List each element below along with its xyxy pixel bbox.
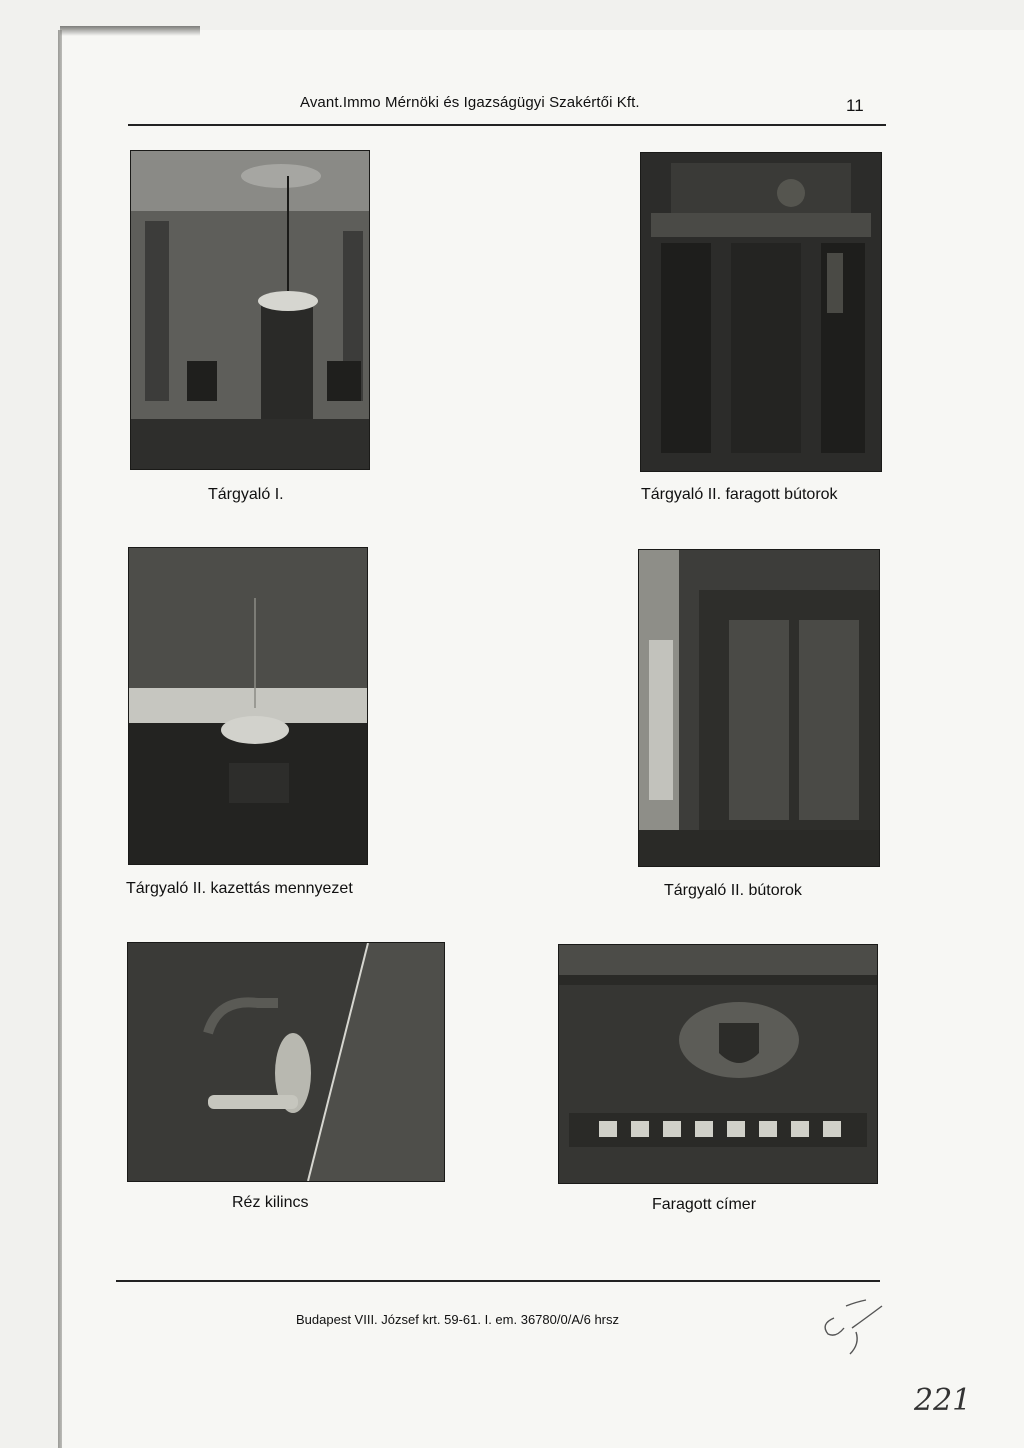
photo-meeting-room-1 [130, 150, 370, 470]
carved-furniture-photo [641, 153, 881, 471]
caption-photo-1: Tárgyaló I. [208, 486, 284, 503]
photo-brass-handle [127, 942, 445, 1182]
handwritten-number-text: 221 [914, 1383, 972, 1418]
caption-photo-5: Réz kilincs [232, 1194, 309, 1211]
brass-door-handle-photo [128, 943, 444, 1181]
photo-furniture [638, 549, 880, 867]
photo-carved-coat-of-arms [558, 944, 878, 1184]
caption-photo-2: Tárgyaló II. faragott bútorok [641, 486, 838, 503]
footer-rule [116, 1280, 880, 1282]
coffered-ceiling-photo [129, 548, 367, 864]
handwritten-signature-icon [812, 1288, 902, 1358]
furniture-photo [639, 550, 879, 866]
caption-photo-6: Faragott címer [652, 1196, 757, 1213]
photo-carved-furniture [640, 152, 882, 472]
footer-address: Budapest VIII. József krt. 59-61. I. em. 36780/0/A/6 hrsz [296, 1312, 620, 1327]
caption-photo-3: Tárgyaló II. kazettás mennyezet [126, 880, 353, 897]
header-title: Avant.Immo Mérnöki és Igazságügyi Szakértői Kft. [300, 94, 640, 111]
caption-photo-4: Tárgyaló II. bútorok [664, 882, 802, 899]
scan-shadow [60, 26, 200, 36]
header-rule [128, 124, 886, 126]
page-number: 11 [846, 96, 864, 115]
photo-coffered-ceiling [128, 547, 368, 865]
meeting-room-chandelier-photo [131, 151, 369, 469]
carved-coat-of-arms-photo [559, 945, 877, 1183]
handwritten-number-221 [912, 1376, 972, 1420]
